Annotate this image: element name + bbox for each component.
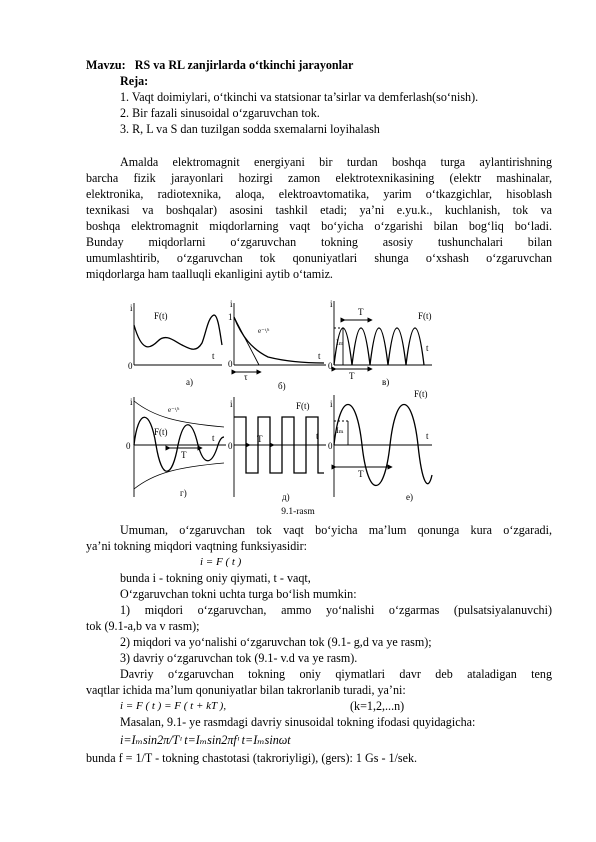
formula-1: i = F ( t ) bbox=[200, 556, 242, 568]
body-item-2: 2) miqdori va yo‘nalishi o‘zgaruvchan tok (9.1- g,d va ye rasm); bbox=[120, 635, 432, 649]
intro-line-5: boshqa elektromagnit miqdorlarning vaqt bo‘yicha o‘zgarishi bilan bog‘liq bo‘ladi. bbox=[86, 219, 552, 233]
panel-a-axis-i: i bbox=[130, 303, 133, 313]
intro-line-1: Amalda elektromagnit energiyani bir turdan boshqa turga aylantirishning bbox=[120, 155, 552, 169]
panel-b-axis-t: t bbox=[318, 351, 321, 361]
panel-a-curve bbox=[134, 315, 222, 349]
panel-b-curve bbox=[234, 317, 324, 363]
panel-v-curve bbox=[334, 328, 424, 365]
panel-g-axis-i: i bbox=[130, 397, 133, 407]
panel-d-axis-i: i bbox=[230, 399, 233, 409]
body-frequency-line: bunda f = 1/T - tokning chastotasi (takroriyligi), (gers): 1 Gs - 1/sek. bbox=[86, 751, 418, 765]
plan-item-2: 2. Bir fazali sinusoidal o‘zgaruvchan tok. bbox=[120, 106, 320, 120]
body-periodic-line-2: vaqtlar ichida ma’lum qonuniyatlar bilan takrorlanib turadi, ya’ni: bbox=[86, 683, 406, 697]
panel-a bbox=[134, 303, 222, 365]
figure-caption: 9.1-rasm bbox=[281, 507, 315, 517]
panel-d-zero: 0 bbox=[228, 441, 233, 451]
panel-e-axis-t: t bbox=[426, 431, 429, 441]
panel-v-letter: в) bbox=[382, 377, 390, 387]
panel-a-curve-label: F(t) bbox=[154, 311, 168, 321]
panel-e-curve-label: F(t) bbox=[414, 389, 428, 399]
topic-title: RS va RL zanjirlarda o‘tkinchi jarayonlar bbox=[134, 58, 354, 72]
panel-e-amp-label: Iₘ bbox=[336, 426, 344, 435]
panel-v-axis-i: i bbox=[330, 299, 333, 309]
topic-label: Mavzu: bbox=[86, 58, 126, 72]
panel-g-envelope-label: e⁻ᵗ/ᵗ bbox=[168, 406, 180, 414]
plan-item-3: 3. R, L va S dan tuzilgan sodda sxemalarni loyihalash bbox=[120, 122, 380, 136]
panel-b-letter: б) bbox=[278, 381, 286, 391]
panel-b-axis-i: i bbox=[230, 299, 233, 309]
panel-v-period-bottom-label: T bbox=[349, 371, 355, 381]
body-item-1-line-1: 1) miqdori o‘zgaruvchan, ammo yo‘nalishi o‘zgarmas (pulsatsiyalanuvchi) bbox=[120, 603, 552, 617]
panel-b-zero: 0 bbox=[228, 359, 233, 369]
body-p1-line-2: ya’ni tokning miqdori vaqtning funksiyasidir: bbox=[86, 539, 308, 553]
panel-v-curve-label: F(t) bbox=[418, 311, 432, 321]
panel-g-zero: 0 bbox=[126, 441, 131, 451]
panel-d-letter: д) bbox=[282, 492, 290, 502]
intro-line-6: Bunday miqdorlarni o‘zgaruvchan tokning asosiy tushunchalari bilan bbox=[86, 235, 552, 249]
panel-g-letter: г) bbox=[180, 488, 187, 498]
panel-b bbox=[234, 303, 326, 372]
panel-v-period-top-label: T bbox=[358, 307, 364, 317]
formula-3: i=Iₘsin2π/Tᶦ t=Iₘsin2πfᶦ t=Iₘsinωt bbox=[120, 733, 291, 747]
body-example-line: Masalan, 9.1- ye rasmdagi davriy sinusoidal tokning ifodasi quyidagicha: bbox=[120, 715, 476, 729]
intro-line-8: miqdorlarga ham taalluqli ekanligini aytib o‘tamiz. bbox=[86, 267, 333, 281]
intro-line-2: barcha fizik jarayonlari hozirgi zamon elektrotexnikasining (elektr mashinalar, bbox=[86, 171, 552, 185]
intro-line-3: elektronika, radiotexnika, aloqa, elektroavtomatika, yarim o‘tkazgichlar, hisoblash bbox=[86, 187, 552, 201]
panel-d-axis-t: t bbox=[316, 431, 319, 441]
body-three-types: O‘zgaruvchan tokni uchta turga bo‘lish mumkin: bbox=[120, 587, 357, 601]
intro-line-4: texnikasi va boshqalar) asosini tashkil etadi; ya’ni e.yu.k., kuchlanish, tok va bbox=[86, 203, 552, 217]
panel-e-axis-i: i bbox=[330, 399, 333, 409]
body-bunda-line: bunda i - tokning oniy qiymati, t - vaqt, bbox=[120, 571, 311, 585]
panel-b-tau: τ bbox=[244, 372, 248, 382]
formula-2: i = F ( t ) = F ( t + kT ), bbox=[120, 700, 227, 712]
panel-a-letter: a) bbox=[186, 377, 193, 387]
intro-line-7: umumlashtirib, o‘zgaruvchan tok qonuniyatlari shunga o‘xshash o‘zgaruvchan bbox=[86, 251, 552, 265]
panel-b-one: 1 bbox=[228, 312, 233, 322]
panel-g-curve-label: F(t) bbox=[154, 427, 168, 437]
panel-g-axis-t: t bbox=[212, 433, 215, 443]
body-item-1-line-2: tok (9.1-a,b va v rasm); bbox=[86, 619, 200, 633]
panel-v-zero: 0 bbox=[328, 361, 333, 371]
panel-d-period-label: T bbox=[257, 434, 263, 444]
panel-a-zero: 0 bbox=[128, 361, 133, 371]
body-p1-line-1: Umuman, o‘zgaruvchan tok vaqt bo‘yicha ma’lum qonunga kura o‘zgaradi, bbox=[120, 523, 552, 537]
panel-a-axis-t: t bbox=[212, 351, 215, 361]
panel-g bbox=[134, 397, 226, 497]
plan-item-1: 1. Vaqt doimiylari, o‘tkinchi va statsionar ta’sirlar va demferlash(so‘nish). bbox=[120, 90, 479, 104]
panel-e-letter: е) bbox=[406, 492, 413, 502]
topic-line bbox=[86, 58, 353, 73]
panel-e bbox=[334, 395, 432, 497]
panel-b-tangent bbox=[234, 317, 259, 365]
panel-d bbox=[234, 397, 326, 497]
panel-e-zero: 0 bbox=[328, 441, 333, 451]
body-periodic-line-1: Davriy o‘zgaruvchan tokning oniy qiymatlari davr deb ataladigan teng bbox=[120, 667, 552, 681]
panel-v-amp-label: Iₘ bbox=[336, 338, 344, 347]
panel-g-envelope-top bbox=[134, 401, 224, 427]
plan-heading: Reja: bbox=[120, 74, 149, 88]
panel-v-axis-t: t bbox=[426, 343, 429, 353]
formula-2-k: (k=1,2,...n) bbox=[350, 699, 405, 713]
panel-b-curve-label: e⁻ᵗ/ᵗ bbox=[258, 327, 270, 335]
panel-g-envelope-bottom bbox=[134, 463, 224, 489]
panel-e-period-label: T bbox=[358, 469, 364, 479]
body-item-3: 3) davriy o‘zgaruvchan tok (9.1- v.d va ye rasm). bbox=[120, 651, 358, 665]
panel-g-period-label: T bbox=[181, 450, 187, 460]
figure-9-1 bbox=[118, 297, 478, 515]
figure-svg bbox=[118, 297, 478, 515]
panel-d-curve-label: F(t) bbox=[296, 401, 310, 411]
